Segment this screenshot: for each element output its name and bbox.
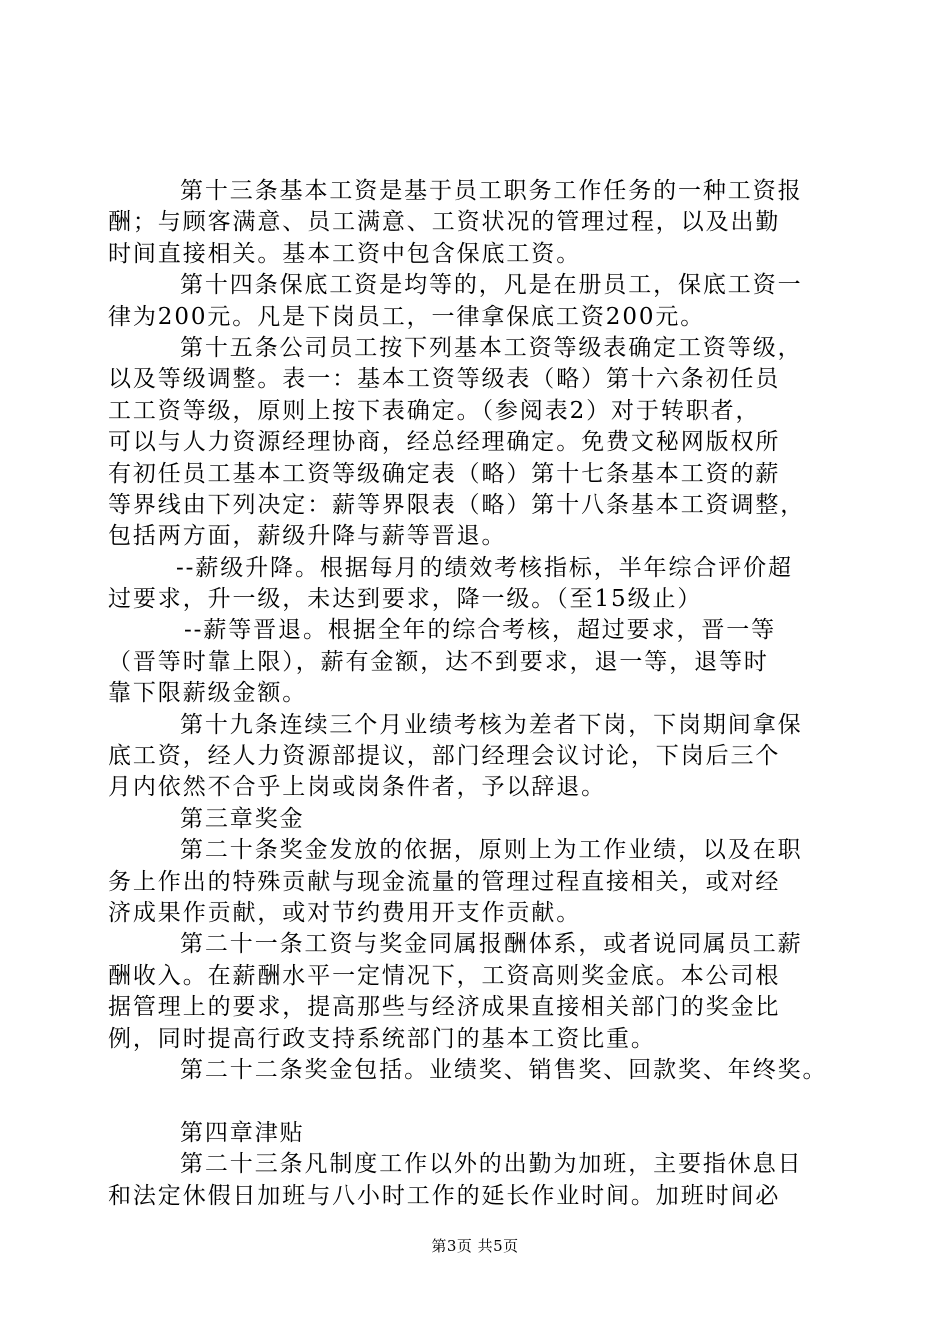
paragraph-line: --薪级升降。根据每月的绩效考核指标，半年综合评价超 xyxy=(176,554,793,581)
paragraph-line: 第十五条公司员工按下列基本工资等级表确定工资等级， xyxy=(180,334,803,361)
page-number-label: 第3页 共5页 xyxy=(431,1237,519,1255)
paragraph-line: 务上作出的特殊贡献与现金流量的管理过程直接相关，或对经 xyxy=(108,868,781,895)
paragraph-line: 据管理上的要求，提高那些与经济成果直接相关部门的奖金比 xyxy=(108,994,781,1021)
paragraph-line: 月内依然不合乎上岗或岗条件者，予以辞退。 xyxy=(108,774,606,801)
paragraph-line: 靠下限薪级金额。 xyxy=(108,680,308,707)
document-body xyxy=(108,176,848,1212)
chapter-heading: 第三章奖金 xyxy=(180,805,305,832)
paragraph-line: --薪等晋退。根据全年的综合考核，超过要求，晋一等 xyxy=(184,617,777,644)
paragraph-line: 等界线由下列决定：薪等界限表（略）第十八条基本工资调整， xyxy=(108,491,806,518)
paragraph-line: 时间直接相关。基本工资中包含保底工资。 xyxy=(108,240,582,267)
paragraph-line: 律为200元。凡是下岗员工，一律拿保底工资200元。 xyxy=(108,303,706,330)
chapter-heading: 第四章津贴 xyxy=(180,1119,305,1146)
paragraph-line: 第二十二条奖金包括。业绩奖、销售奖、回款奖、年终奖。 xyxy=(180,1056,828,1083)
paragraph-line: 和法定休假日加班与八小时工作的延长作业时间。加班时间必 xyxy=(108,1182,781,1209)
paragraph-line: 可以与人力资源经理协商，经总经理确定。免费文秘网版权所 xyxy=(108,429,781,456)
paragraph-line: 济成果作贡献，或对节约费用开支作贡献。 xyxy=(108,899,582,926)
paragraph-line: （晋等时靠上限），薪有金额，达不到要求，退一等，退等时 xyxy=(108,648,769,675)
paragraph-line: 包括两方面，薪级升降与薪等晋退。 xyxy=(108,523,507,550)
paragraph-line: 有初任员工基本工资等级确定表（略）第十七条基本工资的薪 xyxy=(108,460,781,487)
paragraph-line: 以及等级调整。表一：基本工资等级表（略）第十六条初任员 xyxy=(108,366,781,393)
paragraph-line: 过要求，升一级，未达到要求，降一级。（至15级止） xyxy=(108,586,703,613)
paragraph-line: 工工资等级，原则上按下表确定。（参阅表2）对于转职者， xyxy=(108,397,761,424)
page-footer xyxy=(0,1236,950,1256)
paragraph-line: 第二十条奖金发放的依据，原则上为工作业绩，以及在职 xyxy=(180,837,803,864)
paragraph-line: 酬收入。在薪酬水平一定情况下，工资高则奖金底。本公司根 xyxy=(108,962,781,989)
paragraph-line: 第二十三条凡制度工作以外的出勤为加班，主要指休息日 xyxy=(180,1151,803,1178)
paragraph-line: 底工资，经人力资源部提议，部门经理会议讨论，下岗后三个 xyxy=(108,743,781,770)
blank-line xyxy=(108,1086,848,1117)
paragraph-line: 第十三条基本工资是基于员工职务工作任务的一种工资报 xyxy=(180,178,803,204)
paragraph-line: 第十四条保底工资是均等的，凡是在册员工，保底工资一 xyxy=(180,272,803,299)
paragraph-line: 酬；与顾客满意、员工满意、工资状况的管理过程，以及出勤 xyxy=(108,209,781,236)
paragraph-line: 第二十一条工资与奖金同属报酬体系，或者说同属员工薪 xyxy=(180,931,803,958)
paragraph-line: 例，同时提高行政支持系统部门的基本工资比重。 xyxy=(108,1025,656,1052)
paragraph-line: 第十九条连续三个月业绩考核为差者下岗，下岗期间拿保 xyxy=(180,711,803,738)
